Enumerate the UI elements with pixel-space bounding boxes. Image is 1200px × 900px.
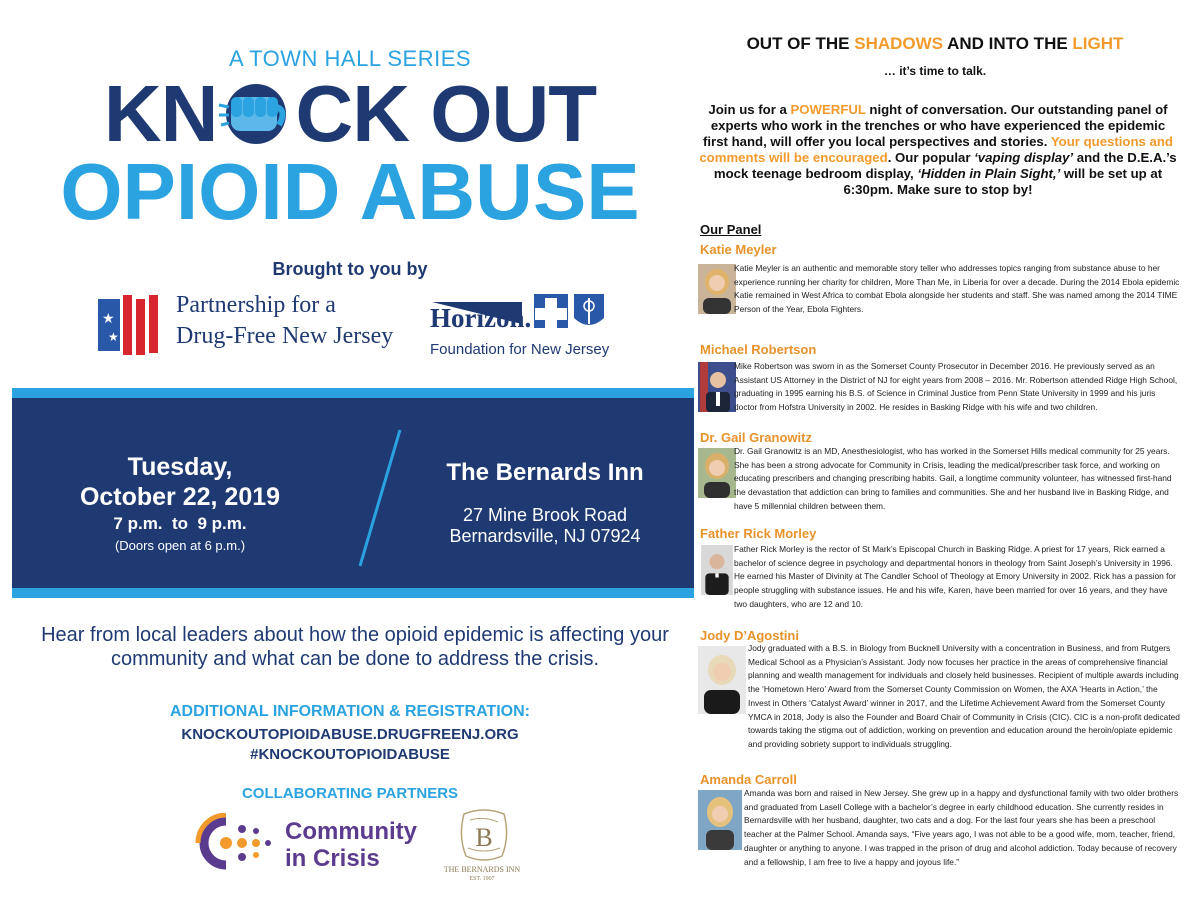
panelist-bio: Father Rick Morley is the rector of St Mark’s Episcopal Church in Basking Ridge. A priest for 17 years, Rick earned a bachelor of science degree in psychology and departmental honors in theology from Saint Joseph’s University in 1996. He earned his Master of Divinity at The Candler School of Theology at Emory University in 2002. Rick has a passion for people struggling with substance issues. He and his wife, Karen, have been married for over 16 years, and they have two daughters, who are 12 and 10. xyxy=(734,544,1176,609)
panelist-bio: Jody graduated with a B.S. in Biology from Bucknell University with a concentration in Business, and from Rutgers Medical School as a Physician’s Assistant. Jody now focuses her practice in the areas of comprehensive financial planning and wealth management for individuals and closely held businesses. Recipient of multiple awards including the ‘Hometown Hero’ Award from the Somerset County Commission on Women, the AXA ‘Hearts in Action,’ the Invest in Others ‘Catalyst Award’ winner in 2017, and the Lifetime Achievement Award from the Somerset County YMCA in 2018, Jody is also the Founder and Board Chair of Community in Crisis (CIC). CIC is a non-profit dedicated towards taking the stigma out of addiction, working on prevention and education around the heroin/opiate epidemic and providing sobriety support to individuals struggling. xyxy=(748,643,1180,749)
partner-bernards-name: THE BERNARDS INN xyxy=(443,865,521,874)
sponsor-pdfnj xyxy=(176,290,393,352)
panelist-photo xyxy=(698,790,742,850)
event-address-line1: 27 Mine Brook Road xyxy=(462,505,628,525)
event-day: Tuesday, xyxy=(127,453,233,481)
event-date-text: October 22, 2019 xyxy=(79,483,281,511)
headline-part: AND INTO THE xyxy=(943,34,1073,53)
panelist-bio: Katie Meyler is an authentic and memorable story teller who addresses topics ranging from substance abuse to her experience running her charity for children, More Than Me, in Liberia for over a decade. During the 2014 Ebola epidemic Katie remained in West Africa to combat Ebola alongside her students and staff. She was named among the 2014 TIME Person of the Year, Ebola Fighters. xyxy=(734,263,1180,315)
panelist-name: Amanda Carroll xyxy=(700,772,797,787)
partner-cic-line1: Community xyxy=(285,818,417,845)
intro-text: Join us for a xyxy=(708,102,791,117)
intro-text: will be set up at 6:30pm. Make sure to stop by! xyxy=(843,166,1163,197)
sponsor-horizon-name: Horizon. xyxy=(430,303,532,333)
svg-text:★: ★ xyxy=(102,311,115,327)
subheadline: … it’s time to talk. xyxy=(883,64,987,78)
panelist-photo xyxy=(698,545,736,595)
intro-text: . Our popular xyxy=(887,150,975,165)
panelist-photo xyxy=(698,362,736,412)
additional-info-heading: ADDITIONAL INFORMATION & REGISTRATION: xyxy=(170,703,530,720)
panelist-bio: Dr. Gail Granowitz is an MD, Anesthesiologist, who has worked in the Somerset Hills medical community for 25 years. She has been a strong advocate for Community in Crisis, leading the medical/prescriber task force, and working on educating prescribers and changing prescribing habits. Gail, a longtime community volunteer, has witnessed first-hand the devastation that addiction can bring to families and communities. She and her husband live in Basking Ridge, and have 5 millennial children between them. xyxy=(734,446,1172,511)
headline-part: OUT OF THE xyxy=(746,34,855,53)
panelist-name: Michael Robertson xyxy=(700,342,817,357)
event-time: 7 p.m. to 9 p.m. xyxy=(113,514,247,533)
panelist-bio: Amanda was born and raised in New Jersey. She grew up in a happy and dysfunctional family with two older brothers and graduated from Lasell College with a bachelor’s degree in early childhood education. She currently resides in Bernardsville with her husband, daughter, two cats and a dog. For the last four years she has been a preschool teacher at the Palmer School. Amanda says, “Five years ago, I was not able to be a good wife, mom, teacher, friend, daughter or anything to anyone. I was trapped in the prison of drug and alcohol addiction. Today because of recovery and a fellowship, I am free to live a happy and joyous life.” xyxy=(744,788,1179,867)
community-in-crisis-logo-icon xyxy=(190,813,274,873)
title-line1 xyxy=(0,69,700,158)
panelist-photo xyxy=(698,264,736,314)
intro-text: night of conversation. Our outstanding panel of experts who work in the trenches or who have experienced the epidemic first hand, will offer you local perspectives and stories. xyxy=(703,102,1168,149)
event-venue: The Bernards Inn xyxy=(446,459,644,486)
panelist-name: Katie Meyler xyxy=(700,242,777,257)
panelist-photo xyxy=(698,646,746,714)
collab-heading: COLLABORATING PARTNERS xyxy=(241,785,459,802)
band-stripe-top xyxy=(12,388,694,398)
sponsor-pdfnj-line1: Partnership for a xyxy=(176,292,336,318)
svg-text:B: B xyxy=(475,823,493,852)
partner-cic xyxy=(285,818,417,872)
panelist-name: Dr. Gail Granowitz xyxy=(700,430,812,445)
event-address-line2: Bernardsville, NJ 07924 xyxy=(449,526,641,546)
series-label: A TOWN HALL SERIES xyxy=(228,46,472,71)
intro-encouraged: Your questions and comments will be encouraged xyxy=(699,134,1173,165)
intro-paragraph xyxy=(698,102,1178,198)
intro-hidden: ‘Hidden in Plain Sight,’ xyxy=(917,166,1061,181)
sponsor-pdfnj-line2: Drug-Free New Jersey xyxy=(176,323,394,349)
panelist-photo xyxy=(698,448,736,498)
svg-text:★: ★ xyxy=(108,330,119,344)
title-line2: OPIOID ABUSE xyxy=(60,147,640,236)
event-date xyxy=(70,452,290,512)
panel-heading: Our Panel xyxy=(700,222,762,237)
headline-light: LIGHT xyxy=(1072,34,1124,53)
partner-cic-line2: in Crisis xyxy=(285,845,380,872)
panelist-name: Father Rick Morley xyxy=(700,526,817,541)
panelist-bio: Mike Robertson was sworn in as the Somerset County Prosecutor in December 2016. He previously served as an Assistant US Attorney in the District of NJ for eight years from 2008 – 2016. Mr. Robertson attended Ridge High School, graduating in 1995 earning his B.S. of Science in Criminal Justice from Penn State University in 1999 and his juris doctor from Hofstra University in 2002. He resides in Basking Ridge with his wife and two children. xyxy=(734,361,1178,413)
title-kn: KN xyxy=(103,69,218,158)
registration-url[interactable]: KNOCKOUTOPIOIDABUSE.DRUGFREENJ.ORG xyxy=(181,726,519,743)
title-ck-out: CK OUT xyxy=(295,69,597,158)
sponsor-horizon-sub: Foundation for New Jersey xyxy=(430,341,610,358)
band-stripe-bottom xyxy=(12,588,694,598)
headline xyxy=(700,34,1170,54)
event-doors: (Doors open at 6 p.m.) xyxy=(114,538,246,553)
intro-vaping: ‘vaping display’ xyxy=(974,150,1074,165)
panelist-name: Jody D’Agostini xyxy=(700,628,799,643)
intro-text: and the D.E.A.’s mock teenage bedroom display, xyxy=(713,150,1177,181)
headline-shadows: SHADOWS xyxy=(854,34,944,53)
hear-text: Hear from local leaders about how the opioid epidemic is affecting your community and what can be done to address the crisis. xyxy=(41,624,669,670)
brought-by-label: Brought to you by xyxy=(272,259,428,279)
partner-bernards-est: EST. 1907 xyxy=(469,876,495,882)
flag-logo-icon xyxy=(98,295,166,355)
intro-powerful: POWERFUL xyxy=(790,102,866,117)
fist-icon xyxy=(217,81,295,145)
hashtag: #KNOCKOUTOPIOIDABUSE xyxy=(250,746,450,763)
band-divider xyxy=(355,428,405,568)
